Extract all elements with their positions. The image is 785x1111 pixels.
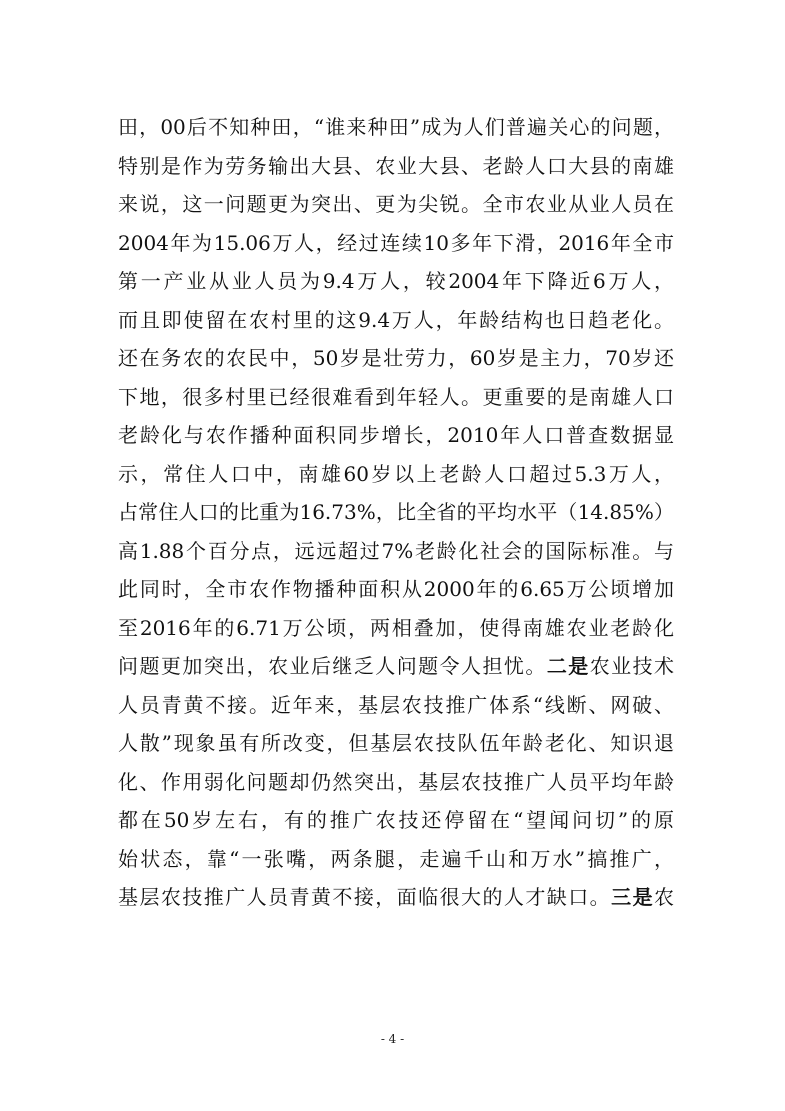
text-segment: 此同时，全市农作物播种面积从2000年的6.65万公顷增加 [118,577,674,601]
text-segment: 示，常住人口中，南雄60岁以上老龄人口超过5.3万人， [118,461,674,486]
text-segment: 都在50岁左右，有的推广农技还停留在“望闻问切”的原 [118,808,674,832]
text-segment: 农 [654,885,674,909]
text-segment: 下地，很多村里已经很难看到年轻人。更重要的是南雄人口 [118,384,674,409]
text-line [118,840,674,879]
text-segment: 始状态，靠“一张嘴，两条腿，走遍千山和万水”搞推广， [118,846,674,871]
text-line [118,493,674,532]
emphasis-text: 二是 [546,654,590,678]
text-line [118,108,674,147]
text-line [118,878,674,917]
text-line [118,647,674,686]
page-number: - 4 - [380,1032,405,1046]
text-line [118,224,674,263]
text-segment: 来说，这一问题更为突出、更为尖锐。全市农业从业人员在 [118,192,674,216]
text-line [118,262,674,301]
text-line [118,378,674,417]
text-segment: 田，00后不知种田，“谁来种田”成为人们普遍关心的问题， [118,115,674,139]
text-segment: 高1.88个百分点，远远超过7%老龄化社会的国际标准。与 [118,538,674,563]
text-line [118,570,674,609]
text-segment: 特别是作为劳务输出大县、农业大县、老龄人口大县的南雄 [118,153,674,178]
body-paragraph [118,108,674,917]
text-line [118,455,674,494]
emphasis-text: 三是 [611,885,655,909]
text-line [118,609,674,648]
text-line [118,147,674,186]
text-line [118,339,674,378]
text-segment: 人员青黄不接。近年来，基层农技推广体系“线断、网破、 [118,692,674,717]
text-segment: 农业技术 [589,654,674,678]
text-segment: 至2016年的6.71万公顷，两相叠加，使得南雄农业老龄化 [118,615,674,640]
text-line [118,416,674,455]
text-segment: 2004年为15.06万人，经过连续10多年下滑，2016年全市 [118,230,674,255]
text-segment: 人散”现象虽有所改变，但基层农技队伍年龄老化、知识退 [118,731,674,755]
text-line [118,301,674,340]
text-segment: 基层农技推广人员青黄不接，面临很大的人才缺口。 [118,885,612,909]
text-line [118,686,674,725]
text-line [118,185,674,224]
text-line [118,801,674,840]
text-segment: 还在务农的农民中，50岁是壮劳力，60岁是主力，70岁还 [118,346,674,370]
text-segment: 老龄化与农作播种面积同步增长，2010年人口普查数据显 [118,423,674,447]
text-segment: 化、作用弱化问题却仍然突出，基层农技推广人员平均年龄 [118,769,674,794]
text-segment: 占常住人口的比重为16.73%，比全省的平均水平（14.85%） [118,500,674,524]
text-line [118,532,674,571]
text-segment: 而且即使留在农村里的这9.4万人，年龄结构也日趋老化。 [118,307,674,332]
text-segment: 问题更加突出，农业后继乏人问题令人担忧。 [118,654,547,678]
text-line [118,763,674,802]
text-line [118,724,674,763]
text-segment: 第一产业从业人员为9.4万人，较2004年下降近6万人， [118,269,674,293]
